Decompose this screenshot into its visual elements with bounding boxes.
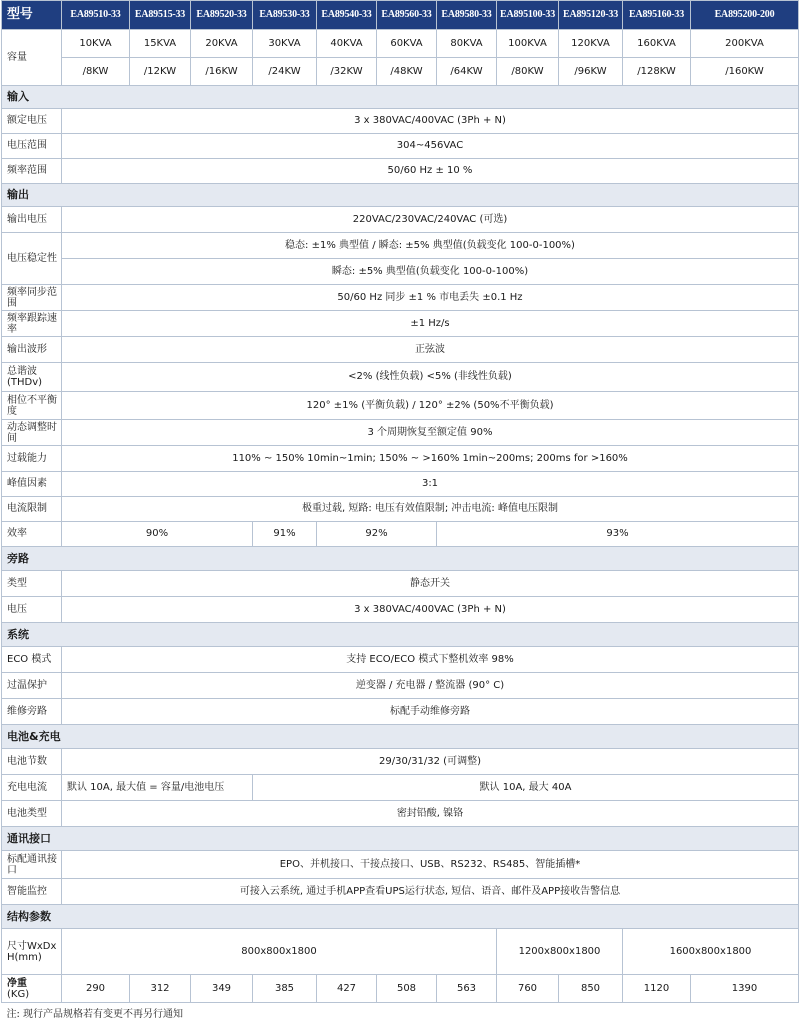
- row-value: EPO、并机接口、干接点接口、USB、RS232、RS485、智能插槽*: [62, 851, 799, 879]
- row-freq-range: [2, 159, 799, 184]
- section-comm: [2, 827, 799, 851]
- row-current-limit: [2, 497, 799, 522]
- row-label: 峰值因素: [2, 472, 62, 497]
- efficiency-value: 90%: [62, 522, 253, 547]
- capacity-kva: 40KVA: [317, 30, 377, 58]
- row-value: 默认 10A, 最大值 = 容量/电池电压: [62, 775, 253, 801]
- row-freq-track: [2, 311, 799, 337]
- capacity-kw: /32KW: [317, 58, 377, 86]
- row-value: 密封铅酸, 镍铬: [62, 801, 799, 827]
- row-waveform: [2, 337, 799, 363]
- header-model: EA895160-33: [623, 1, 691, 30]
- header-model: EA895100-33: [497, 1, 559, 30]
- weight-value: 760: [497, 975, 559, 1003]
- row-label: 过温保护: [2, 673, 62, 699]
- row-dynamic: [2, 420, 799, 446]
- spec-table: [1, 0, 799, 1027]
- row-value: 支持 ECO/ECO 模式下整机效率 98%: [62, 647, 799, 673]
- row-label: 相位不平衡度: [2, 392, 62, 420]
- row-label: 动态调整时间: [2, 420, 62, 446]
- row-value: 极重过载, 短路: 电压有效值限制; 冲击电流: 峰值电压限制: [62, 497, 799, 522]
- capacity-kva: 60KVA: [377, 30, 437, 58]
- row-stability-2: [2, 259, 799, 285]
- row-value: 220VAC/230VAC/240VAC (可选): [62, 207, 799, 233]
- row-value: 逆变器 / 充电器 / 整流器 (90° C): [62, 673, 799, 699]
- row-maint: [2, 699, 799, 725]
- weight-value: 850: [559, 975, 623, 1003]
- row-bypass-type: [2, 571, 799, 597]
- row-label: 输出波形: [2, 337, 62, 363]
- section-structure: [2, 905, 799, 929]
- weight-unit: (KG): [7, 988, 30, 1000]
- weight-value: 1120: [623, 975, 691, 1003]
- row-weight: [2, 975, 799, 1003]
- row-rated-voltage: [2, 109, 799, 134]
- weight-value: 563: [437, 975, 497, 1003]
- header-model: EA895200-200: [691, 1, 799, 30]
- section-system: [2, 623, 799, 647]
- row-label: 维修旁路: [2, 699, 62, 725]
- row-value: 50/60 Hz 同步 ±1 % 市电丢失 ±0.1 Hz: [62, 285, 799, 311]
- row-value: <2% (线性负载) <5% (非线性负载): [62, 363, 799, 392]
- section-title: 通讯接口: [2, 827, 799, 851]
- row-battery-count: [2, 749, 799, 775]
- row-label: 类型: [2, 571, 62, 597]
- header-row: [2, 1, 799, 30]
- row-freq-sync: [2, 285, 799, 311]
- row-eco: [2, 647, 799, 673]
- row-label: 电压范围: [2, 134, 62, 159]
- row-label: 电池节数: [2, 749, 62, 775]
- capacity-label: 容量: [2, 30, 62, 86]
- section-title: 系统: [2, 623, 799, 647]
- row-label: 净重: [7, 977, 27, 989]
- row-label: 智能监控: [2, 879, 62, 905]
- row-value: 正弦波: [62, 337, 799, 363]
- row-label: 效率: [2, 522, 62, 547]
- efficiency-value: 91%: [253, 522, 317, 547]
- row-value: ±1 Hz/s: [62, 311, 799, 337]
- section-title: 电池&充电: [2, 725, 799, 749]
- capacity-kw: /48KW: [377, 58, 437, 86]
- row-label: 频率同步范围: [2, 285, 62, 311]
- capacity-kw: /128KW: [623, 58, 691, 86]
- row-label: 电池类型: [2, 801, 62, 827]
- capacity-kva: 200KVA: [691, 30, 799, 58]
- row-label: 尺寸WxDxH(mm): [2, 929, 62, 975]
- row-value: 3 个周期恢复至额定值 90%: [62, 420, 799, 446]
- row-label: 电压稳定性: [2, 233, 62, 285]
- weight-value: 427: [317, 975, 377, 1003]
- header-model: EA89515-33: [130, 1, 191, 30]
- capacity-kva: 20KVA: [191, 30, 253, 58]
- header-model: EA89540-33: [317, 1, 377, 30]
- header-model: EA89520-33: [191, 1, 253, 30]
- row-bypass-voltage: [2, 597, 799, 623]
- row-value: 304~456VAC: [62, 134, 799, 159]
- weight-value: 312: [130, 975, 191, 1003]
- row-note: [2, 1003, 799, 1027]
- row-label: 充电电流: [2, 775, 62, 801]
- capacity-kva: 10KVA: [62, 30, 130, 58]
- footnote: 注: 现行产品规格若有变更不再另行通知: [6, 1008, 184, 1020]
- weight-label-cell: [2, 975, 62, 1003]
- capacity-kw: /80KW: [497, 58, 559, 86]
- header-model: EA89530-33: [253, 1, 317, 30]
- capacity-kva: 120KVA: [559, 30, 623, 58]
- dims-value: 1200x800x1800: [497, 929, 623, 975]
- row-value: 标配手动维修旁路: [62, 699, 799, 725]
- row-value: 50/60 Hz ± 10 %: [62, 159, 799, 184]
- capacity-kva: 100KVA: [497, 30, 559, 58]
- section-bypass: [2, 547, 799, 571]
- row-battery-type: [2, 801, 799, 827]
- section-title: 旁路: [2, 547, 799, 571]
- weight-value: 1390: [691, 975, 799, 1003]
- capacity-kva: 80KVA: [437, 30, 497, 58]
- capacity-kw: /96KW: [559, 58, 623, 86]
- row-value: 稳态: ±1% 典型值 / 瞬态: ±5% 典型值(负载变化 100-0-100%): [62, 233, 799, 259]
- row-value: 3 x 380VAC/400VAC (3Ph + N): [62, 597, 799, 623]
- section-title: 结构参数: [2, 905, 799, 929]
- header-model: EA89560-33: [377, 1, 437, 30]
- row-stability-1: [2, 233, 799, 259]
- row-value: 3:1: [62, 472, 799, 497]
- row-out-voltage: [2, 207, 799, 233]
- row-label: 过载能力: [2, 446, 62, 472]
- efficiency-value: 92%: [317, 522, 437, 547]
- row-label: 电压: [2, 597, 62, 623]
- row-value: 静态开关: [62, 571, 799, 597]
- row-value: 120° ±1% (平衡负载) / 120° ±2% (50%不平衡负载): [62, 392, 799, 420]
- header-model: EA89580-33: [437, 1, 497, 30]
- capacity-kw: /64KW: [437, 58, 497, 86]
- row-label: 输出电压: [2, 207, 62, 233]
- section-title: 输入: [2, 86, 799, 109]
- header-model: EA895120-33: [559, 1, 623, 30]
- capacity-kw: /8KW: [62, 58, 130, 86]
- row-label: 标配通讯接口: [2, 851, 62, 879]
- row-value: 瞬态: ±5% 典型值(负载变化 100-0-100%): [62, 259, 799, 285]
- header-model: EA89510-33: [62, 1, 130, 30]
- row-comm-std: [2, 851, 799, 879]
- row-value: 3 x 380VAC/400VAC (3Ph + N): [62, 109, 799, 134]
- capacity-kva-row: [2, 30, 799, 58]
- section-title: 输出: [2, 184, 799, 207]
- row-label: ECO 模式: [2, 647, 62, 673]
- row-crest: [2, 472, 799, 497]
- row-voltage-range: [2, 134, 799, 159]
- capacity-kva: 15KVA: [130, 30, 191, 58]
- capacity-kw: /12KW: [130, 58, 191, 86]
- dims-value: 1600x800x1800: [623, 929, 799, 975]
- row-label: 总谐波(THDv): [2, 363, 62, 392]
- row-value: 默认 10A, 最大 40A: [253, 775, 799, 801]
- row-efficiency: [2, 522, 799, 547]
- weight-value: 290: [62, 975, 130, 1003]
- capacity-kw: /24KW: [253, 58, 317, 86]
- weight-value: 508: [377, 975, 437, 1003]
- row-label: 频率范围: [2, 159, 62, 184]
- row-overload: [2, 446, 799, 472]
- capacity-kva: 30KVA: [253, 30, 317, 58]
- weight-value: 349: [191, 975, 253, 1003]
- row-dimensions: [2, 929, 799, 975]
- row-value: 可接入云系统, 通过手机APP查看UPS运行状态, 短信、语音、邮件及APP接收告警信息: [62, 879, 799, 905]
- weight-value: 385: [253, 975, 317, 1003]
- row-smart-monitor: [2, 879, 799, 905]
- capacity-kw: /16KW: [191, 58, 253, 86]
- capacity-kva: 160KVA: [623, 30, 691, 58]
- capacity-kw-row: [2, 58, 799, 86]
- row-charge-current: [2, 775, 799, 801]
- section-input: [2, 86, 799, 109]
- row-phase: [2, 392, 799, 420]
- capacity-kw: /160KW: [691, 58, 799, 86]
- efficiency-value: 93%: [437, 522, 799, 547]
- row-value: 29/30/31/32 (可调整): [62, 749, 799, 775]
- row-label: 频率跟踪速率: [2, 311, 62, 337]
- row-label: 电流限制: [2, 497, 62, 522]
- row-label: 额定电压: [2, 109, 62, 134]
- dims-value: 800x800x1800: [62, 929, 497, 975]
- row-value: 110% ~ 150% 10min~1min; 150% ~ >160% 1min~200ms; 200ms for >160%: [62, 446, 799, 472]
- row-overtemp: [2, 673, 799, 699]
- row-thd: [2, 363, 799, 392]
- header-model-label: 型号: [2, 1, 62, 30]
- section-battery: [2, 725, 799, 749]
- section-output: [2, 184, 799, 207]
